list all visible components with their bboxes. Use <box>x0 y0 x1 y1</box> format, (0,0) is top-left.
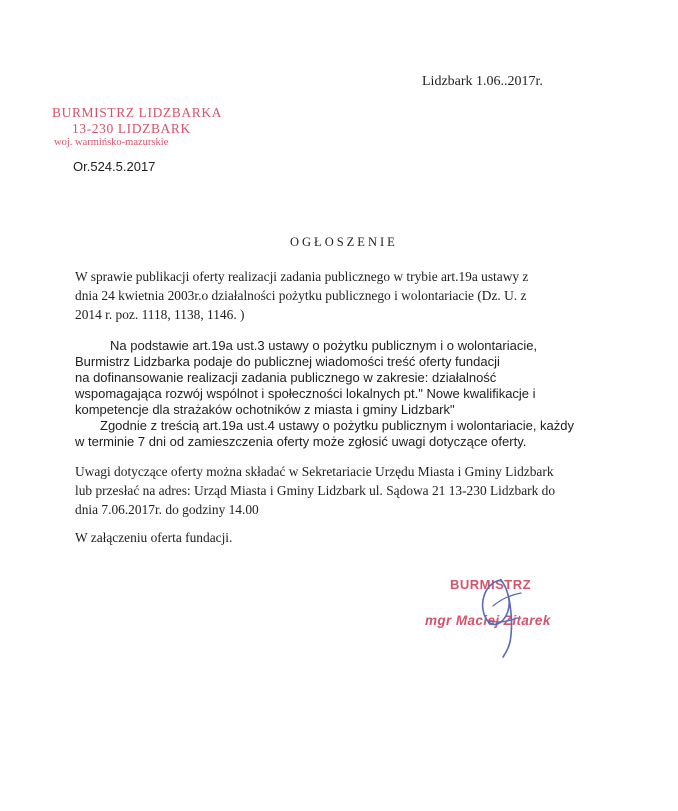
body-line: kompetencje dla strażaków ochotników z miasta i gminy Lidzbark" <box>75 402 455 417</box>
stamp-line-2: 13-230 LIDZBARK <box>72 121 191 136</box>
intro-line: W sprawie publikacji oferty realizacji zadania publicznego w trybie art.19a ustawy z <box>75 269 529 284</box>
attachment-note: W załączeniu oferta fundacji. <box>75 530 233 545</box>
body-line: na dofinansowanie realizacji zadania publicznego w zakresie: działalność <box>75 370 497 385</box>
intro-line: dnia 24 kwietnia 2003r.o działalności pożytku publicznego i wolontariacie (Dz. U. z <box>75 288 527 303</box>
remarks-line: Uwagi dotyczące oferty można składać w Sekretariacie Urzędu Miasta i Gminy Lidzbark <box>75 464 554 479</box>
date-line: Lidzbark 1.06..2017r. <box>422 74 543 89</box>
body-line: Burmistrz Lidzbarka podaje do publicznej wiadomości treść oferty fundacji <box>75 354 500 369</box>
signature-name: mgr Maciej Zitarek <box>425 613 551 628</box>
body-line: w terminie 7 dni od zamieszczenia oferty może zgłosić uwagi dotyczące oferty. <box>75 434 527 449</box>
remarks-line: lub przesłać na adres: Urząd Miasta i Gminy Lidzbark ul. Sądowa 21 13-230 Lidzbark do <box>75 483 556 498</box>
stamp-line-3: woj. warmińsko-mazurskie <box>54 137 169 148</box>
stamp-line-1: BURMISTRZ LIDZBARKA <box>52 105 223 120</box>
signature-title: BURMISTRZ <box>450 577 532 592</box>
body-line: Na podstawie art.19a ust.3 ustawy o pożytku publicznym i o wolontariacie, <box>110 338 538 353</box>
remarks-line: dnia 7.06.2017r. do godziny 14.00 <box>75 502 259 517</box>
body-line: wspomagająca rozwój wspólnot i społeczności lokalnych pt." Nowe kwalifikacje i <box>75 386 536 401</box>
intro-line: 2014 r. poz. 1118, 1138, 1146. ) <box>75 307 245 322</box>
body-line: Zgodnie z treścią art.19a ust.4 ustawy o pożytku publicznym i wolontariacie, każdy <box>100 418 575 433</box>
document-title: OGŁOSZENIE <box>290 235 398 249</box>
handwritten-signature <box>455 560 545 660</box>
reference-number: Or.524.5.2017 <box>73 159 156 174</box>
